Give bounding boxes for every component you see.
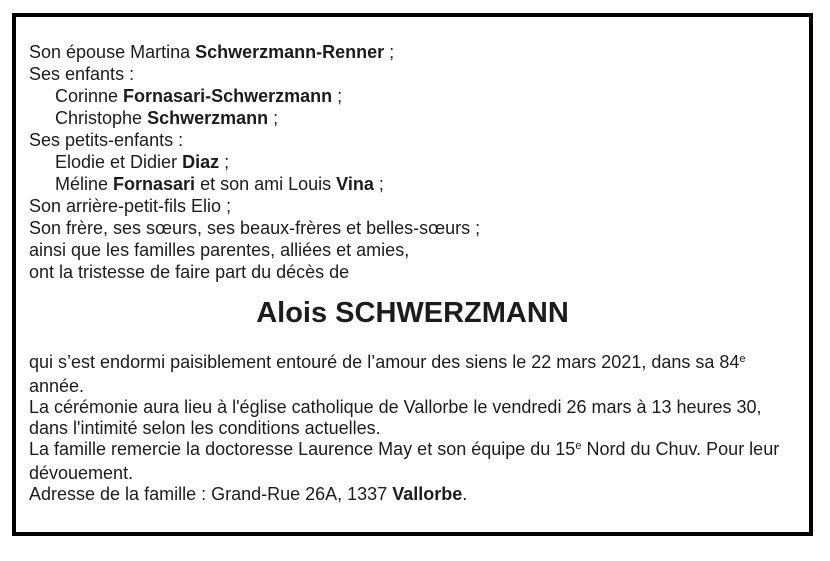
bold-name-segment: Vina: [336, 174, 374, 194]
bold-name-segment: Schwerzmann: [147, 108, 269, 128]
text-segment: ;: [384, 42, 395, 62]
family-line: [29, 261, 480, 283]
family-line: [29, 239, 480, 261]
family-list: [29, 41, 480, 283]
family-line: [29, 195, 480, 217]
announcement-line: [29, 463, 779, 484]
announcement-line: [29, 352, 779, 376]
announcement-text: [29, 352, 779, 505]
announcement-line: [29, 376, 779, 397]
text-segment: Méline: [55, 174, 114, 194]
text-segment: Elodie et Didier: [55, 152, 183, 172]
text-segment: Son épouse Martina: [29, 42, 196, 62]
text-segment: Ses petits-enfants :: [29, 130, 184, 150]
ordinal-superscript: e: [575, 440, 582, 452]
bold-name-segment: Vallorbe: [392, 484, 463, 504]
text-segment: année.: [29, 376, 85, 396]
ordinal-superscript: e: [739, 353, 746, 365]
text-segment: qui s’est endormi paisiblement entouré de l’amour des siens le 22 mars 2021, dans sa 84: [29, 352, 740, 372]
text-segment: ont la tristesse de faire part du décès de: [29, 262, 350, 282]
text-segment: La cérémonie aura lieu à l'église catholique de Vallorbe le vendredi 26 mars à 13 heures 30,: [29, 397, 762, 417]
text-segment: Son frère, ses sœurs, ses beaux-frères et belles-sœurs ;: [29, 218, 481, 238]
text-segment: dévouement.: [29, 463, 134, 483]
text-segment: Nord du Chuv. Pour leur: [581, 439, 780, 459]
bold-name-segment: Diaz: [182, 152, 220, 172]
text-segment: Son arrière-petit-fils Elio ;: [29, 196, 232, 216]
announcement-line: [29, 484, 779, 505]
text-segment: et son ami Louis: [195, 174, 337, 194]
deceased-name: Alois SCHWERZMANN: [256, 297, 569, 329]
text-segment: ;: [219, 152, 230, 172]
family-line: [29, 173, 480, 195]
text-segment: dans l'intimité selon les conditions actuelles.: [29, 418, 381, 438]
text-segment: ;: [332, 86, 343, 106]
text-segment: Christophe: [55, 108, 148, 128]
family-line: [29, 107, 480, 129]
text-segment: .: [462, 484, 468, 504]
family-line: [29, 63, 480, 85]
text-segment: ainsi que les familles parentes, alliées et amies,: [29, 240, 410, 260]
text-segment: ;: [268, 108, 279, 128]
bold-name-segment: Fornasari-Schwerzmann: [123, 86, 333, 106]
text-segment: Corinne: [55, 86, 124, 106]
announcement-line: [29, 439, 779, 463]
family-line: [29, 151, 480, 173]
bold-name-segment: Fornasari: [113, 174, 196, 194]
document-frame: [12, 13, 813, 536]
announcement-line: [29, 397, 779, 418]
family-line: [29, 85, 480, 107]
family-line: [29, 41, 480, 63]
text-segment: ;: [373, 174, 384, 194]
bold-name-segment: Schwerzmann-Renner: [195, 42, 385, 62]
text-segment: La famille remercie la doctoresse Laurence May et son équipe du 15: [29, 439, 576, 459]
family-line: [29, 217, 480, 239]
family-line: [29, 129, 480, 151]
announcement-line: [29, 418, 779, 439]
text-segment: Ses enfants :: [29, 64, 135, 84]
text-segment: Adresse de la famille : Grand-Rue 26A, 1337: [29, 484, 393, 504]
